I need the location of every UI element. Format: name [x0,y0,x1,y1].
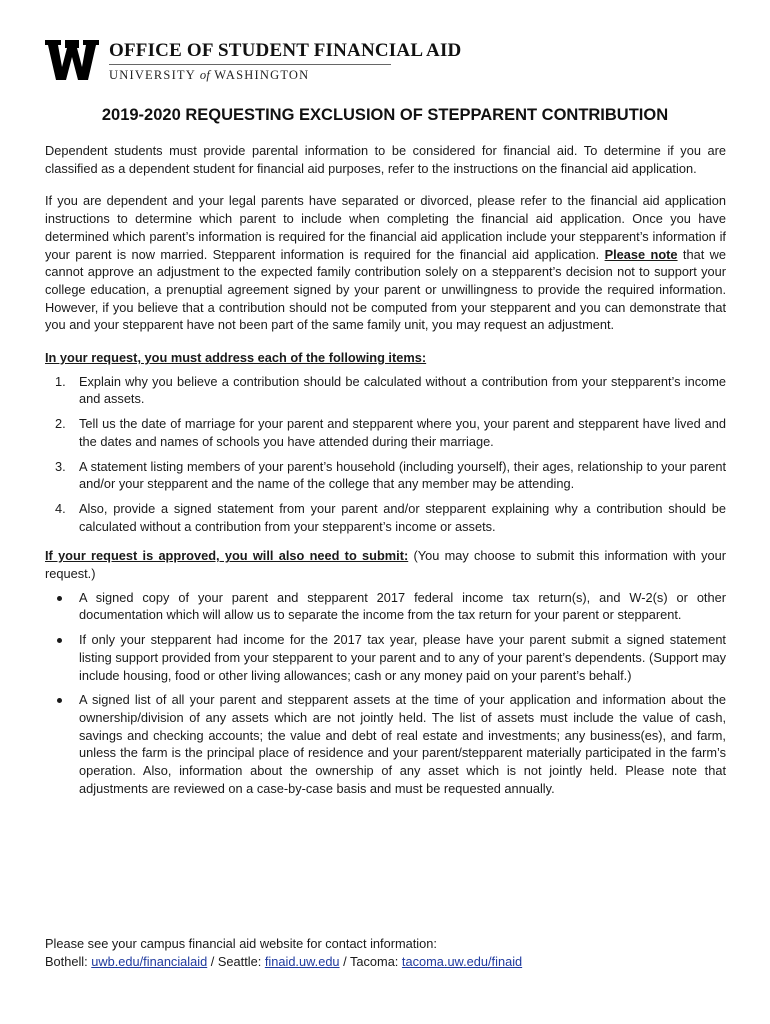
bullet-icon [57,698,62,703]
header-divider [109,64,391,65]
tacoma-link[interactable]: tacoma.uw.edu/finaid [401,954,523,969]
document-title: 2019-2020 REQUESTING EXCLUSION OF STEPPARENT CONTRIBUTION [101,106,669,124]
footer-line: Please see your campus financial aid website for contact information: [45,936,437,951]
campus-links: Bothell: uwb.edu/financialaid / Seattle: finaid.uw.edu / Tacoma: tacoma.uw.edu/finaid [45,954,523,969]
request-heading: In your request, you must address each of the following items: [45,350,427,366]
list-item: A signed copy of your parent and stepparent 2017 federal income tax return(s), and W-2(s) or other documentation which will allow us to separate the income from the tax return for your parent or stepparent. [45,589,726,624]
uw-w-logo [45,40,99,80]
approved-items-list [45,589,726,798]
intro-paragraph: Dependent students must provide parental information to be considered for financial aid. To determine if you are classified as a dependent student for financial aid purposes, refer to the instructions on the financial aid application. [45,143,726,176]
list-item: A signed list of all your parent and stepparent assets at the time of your application and information about the ownership/division of any assets which are not jointly held. The list of assets must include the value of cash, savings and checking accounts; the value and debt of real estate and investments; any business(es), and farm, unless the farm is the principal place of residence and your parent/stepparent materially participated in the farm’s operation. Also, information about the ownership of any asset which is not jointly held. Please note that adjustments are reviewed on a case-by-case basis and must be requested annually. [45,691,726,797]
list-item: 4. Also, provide a signed statement from your parent and/or stepparent explaining why a contribution should be calculated without a contribution from your stepparent’s income or assets. [55,500,726,534]
request-items-list [45,373,726,536]
approved-paragraph: If your request is approved, you will also need to submit: (You may choose to submit this information with your request.) [45,548,726,582]
please-note: Please note [604,246,678,262]
university-name: UNIVERSITY of WASHINGTON [109,68,310,82]
list-item: 1. Explain why you believe a contribution should be calculated without a contribution from your stepparent’s income and assets. [55,373,726,407]
bullet-icon [57,638,62,643]
list-item: If only your stepparent had income for the 2017 tax year, please have your parent submit a signed statement listing support provided from your stepparent to your parent and to any of your parent’s dependents. (Support may include housing, food or other living allowances; cash or any money paid on your parent’s behalf.) [45,631,726,684]
office-name: OFFICE OF STUDENT FINANCIAL AID [109,40,462,61]
seattle-link[interactable]: finaid.uw.edu [264,954,340,969]
letterhead [45,40,461,83]
list-item: 2. Tell us the date of marriage for your parent and stepparent where you, your parent and stepparent have lived and the dates and names of schools you have attended during their marriage. [55,416,726,449]
stepparent-paragraph: If you are dependent and your legal parents have separated or divorced, please refer to the financial aid application instructions to determine which parent to include when completing the financial aid application. Once you have determined which parent’s information is required for the financial aid application include your stepparent’s information if your parent is now married. Stepparent information is required for the financial aid application. Please note that we cannot approve an adjustment to the expected family contribution solely on a stepparent’s decision not to support your college education, a prenuptial agreement signed by your parent or unwillingness to provide the required information. However, if you believe that a contribution should not be computed from your stepparent and you can demonstrate that you and your stepparent have not been part of the same family unit, you may request an adjustment. [45,193,726,333]
bullet-icon [57,596,62,601]
bothell-link[interactable]: uwb.edu/financialaid [91,954,208,969]
document-body [45,142,726,805]
list-item: 3. A statement listing members of your parent’s household (including yourself), their ages, relationship to your parent and/or your stepparent and the name of the college that any member may be attending. [55,458,726,492]
contact-footer [45,935,726,971]
approved-heading: If your request is approved, you will also need to submit: [45,548,409,564]
